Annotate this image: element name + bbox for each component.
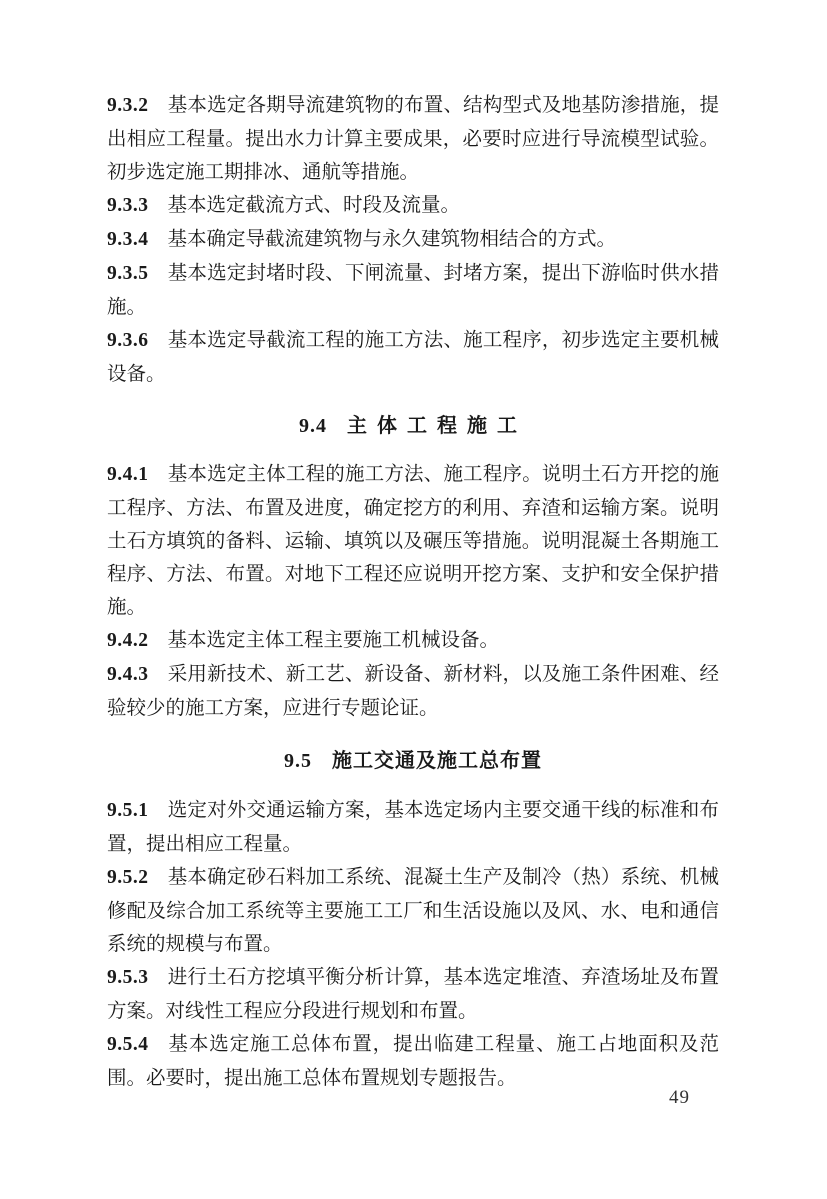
section-title: 施工交通及施工总布置: [332, 748, 542, 772]
section-title: 主体工程施工: [347, 413, 527, 437]
document-page: [107, 88, 719, 1094]
clause-9-4-3: [107, 657, 719, 724]
clause-9-3-5: [107, 256, 719, 323]
clause-text: 基本确定导截流建筑物与永久建筑物相结合的方式。: [167, 227, 617, 250]
clause-text: 基本选定施工总体布置，提出临建工程量、施工占地面积及范围。必要时，提出施工总体布置规划专题报告。: [107, 1032, 719, 1089]
clause-number: 9.5.3: [107, 967, 149, 988]
clause-text: 基本选定封堵时段、下闸流量、封堵方案，提出下游临时供水措施。: [107, 261, 719, 318]
clause-number: 9.4.3: [107, 664, 149, 685]
page-number: 49: [669, 1087, 690, 1108]
clause-text: 基本选定各期导流建筑物的布置、结构型式及地基防渗措施，提出相应工程量。提出水力计算主要成果，必要时应进行导流模型试验。初步选定施工期排冰、通航等措施。: [107, 93, 719, 183]
clause-number: 9.5.4: [107, 1034, 149, 1055]
clause-9-4-1: [107, 457, 719, 623]
clause-9-5-3: [107, 960, 719, 1027]
clause-number: 9.3.6: [107, 330, 149, 351]
clause-text: 基本选定导截流工程的施工方法、施工程序，初步选定主要机械设备。: [107, 328, 719, 385]
clause-9-3-4: [107, 222, 719, 256]
clause-number: 9.3.4: [107, 229, 149, 250]
clause-text: 采用新技术、新工艺、新设备、新材料，以及施工条件困难、经验较少的施工方案，应进行专题论证。: [107, 662, 719, 719]
clause-text: 进行土石方挖填平衡分析计算，基本选定堆渣、弃渣场址及布置方案。对线性工程应分段进行规划和布置。: [107, 965, 719, 1022]
section-heading-9-5: [107, 743, 719, 778]
clause-number: 9.3.3: [107, 195, 149, 216]
clause-9-5-4: [107, 1027, 719, 1094]
clause-number: 9.3.5: [107, 263, 149, 284]
clause-9-3-3: [107, 188, 719, 222]
clause-number: 9.3.2: [107, 95, 149, 116]
clause-9-5-2: [107, 860, 719, 960]
clause-9-3-2: [107, 88, 719, 188]
section-heading-9-4: [107, 408, 719, 443]
section-number: 9.5: [284, 750, 312, 772]
clause-9-4-2: [107, 623, 719, 657]
clause-number: 9.5.2: [107, 867, 149, 888]
clause-text: 选定对外交通运输方案，基本选定场内主要交通干线的标准和布置，提出相应工程量。: [107, 798, 719, 855]
clause-9-5-1: [107, 793, 719, 860]
clause-number: 9.5.1: [107, 800, 149, 821]
clause-9-3-6: [107, 323, 719, 390]
section-number: 9.4: [299, 415, 327, 437]
clause-text: 基本确定砂石料加工系统、混凝土生产及制冷（热）系统、机械修配及综合加工系统等主要施工工厂和生活设施以及风、水、电和通信系统的规模与布置。: [107, 865, 719, 955]
clause-number: 9.4.1: [107, 464, 149, 485]
clause-number: 9.4.2: [107, 630, 149, 651]
clause-text: 基本选定截流方式、时段及流量。: [167, 193, 461, 216]
clause-text: 基本选定主体工程主要施工机械设备。: [167, 628, 500, 651]
clause-text: 基本选定主体工程的施工方法、施工程序。说明土石方开挖的施工程序、方法、布置及进度，确定挖方的利用、弃渣和运输方案。说明土石方填筑的备料、运输、填筑以及碾压等措施。说明混凝土各期施工程序、方法、布置。对地下工程还应说明开挖方案、支护和安全保护措施。: [107, 462, 719, 618]
